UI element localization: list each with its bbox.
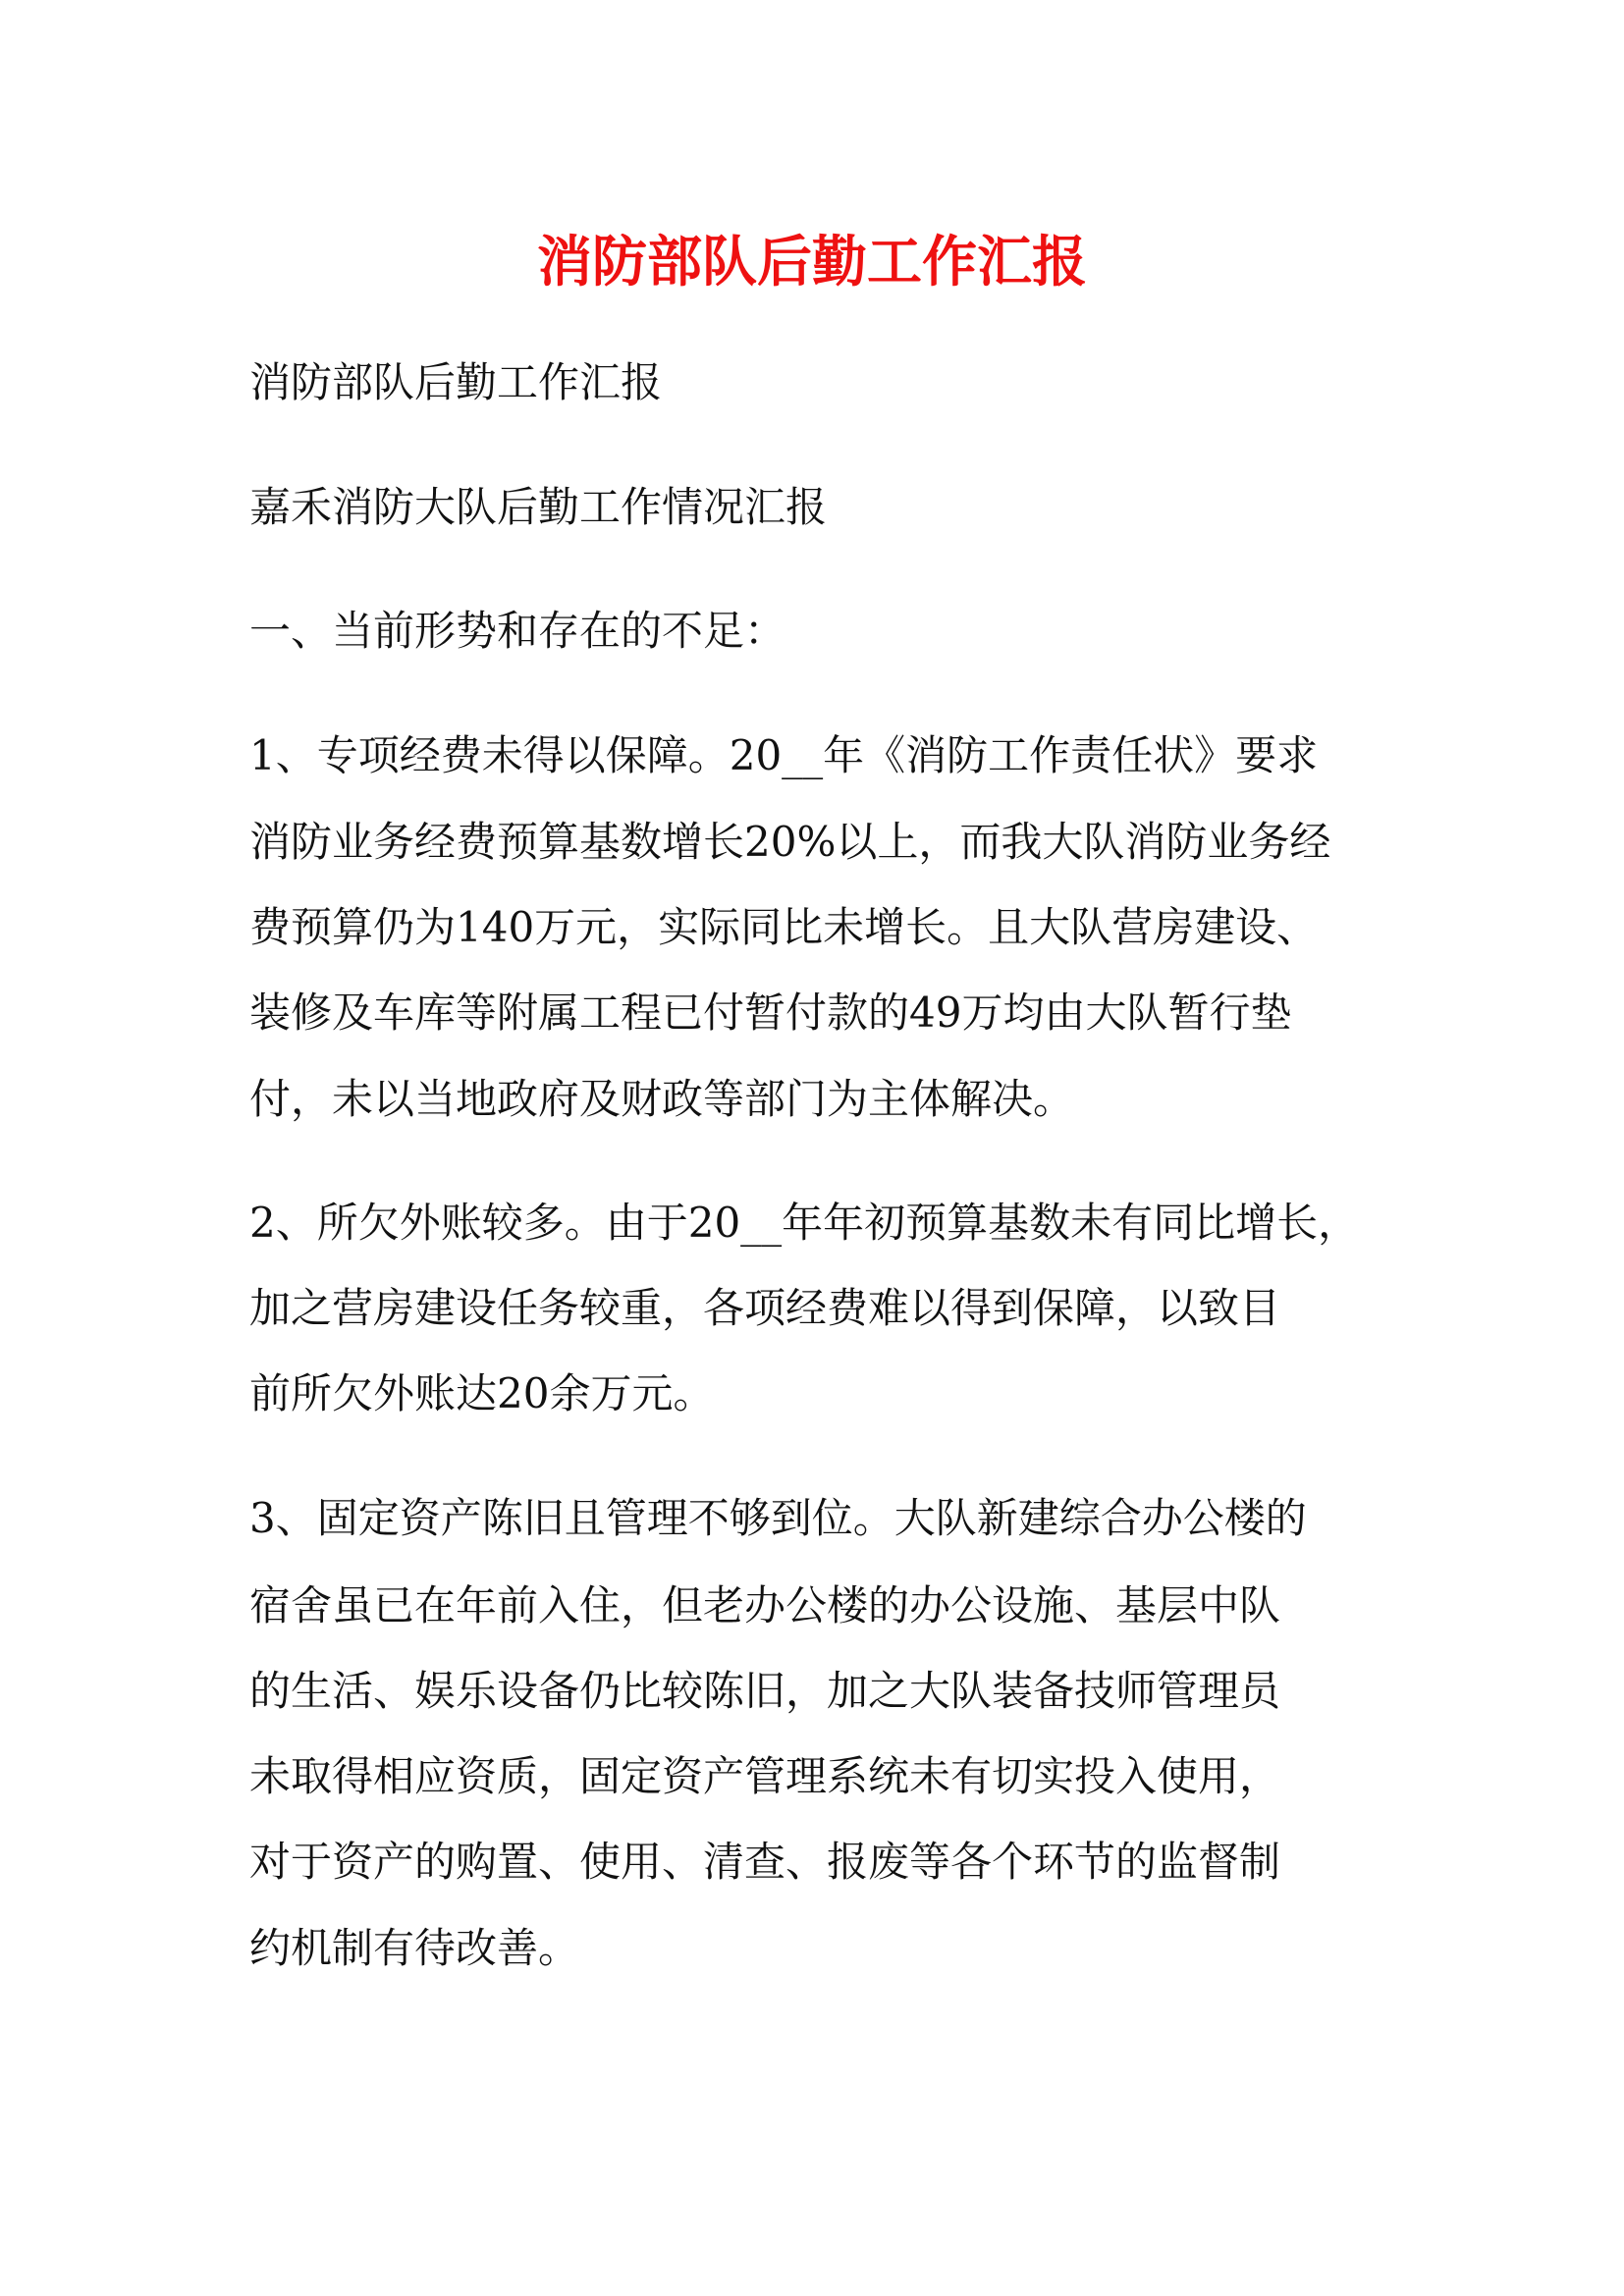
unit-heading: 嘉禾消防大队后勤工作情况汇报 — [249, 483, 828, 531]
document-title: 消防部队后勤工作汇报 — [537, 230, 1087, 294]
paragraph-line: 的生活、娱乐设备仍比较陈旧，加之大队装备技师管理员 — [249, 1667, 1281, 1715]
section-heading: 一、当前形势和存在的不足： — [249, 607, 786, 655]
paragraph-line: 消防业务经费预算基数增长20%以上，而我大队消防业务经 — [249, 818, 1331, 866]
paragraph-line: 加之营房建设任务较重，各项经费难以得到保障，以致目 — [249, 1284, 1281, 1332]
paragraph-line: 约机制有待改善。 — [249, 1924, 580, 1972]
paragraph-line: 3、固定资产陈旧且管理不够到位。大队新建综合办公楼的 — [249, 1494, 1307, 1542]
paragraph-line: 1、专项经费未得以保障。20__年《消防工作责任状》要求 — [249, 731, 1319, 779]
paragraph-line: 前所欠外账达20余万元。 — [249, 1369, 715, 1417]
paragraph-line: 2、所欠外账较多。由于20__年年初预算基数未有同比增长， — [249, 1199, 1360, 1247]
document-subtitle: 消防部队后勤工作汇报 — [249, 358, 663, 406]
paragraph-line: 宿舍虽已在年前入住，但老办公楼的办公设施、基层中队 — [249, 1581, 1281, 1629]
paragraph-line: 费预算仍为140万元，实际同比未增长。且大队营房建设、 — [249, 903, 1319, 951]
paragraph-line: 对于资产的购置、使用、清查、报废等各个环节的监督制 — [249, 1838, 1281, 1886]
paragraph-line: 付，未以当地政府及财政等部门为主体解决。 — [249, 1075, 1075, 1123]
paragraph-line: 装修及车库等附属工程已付暂付款的49万均由大队暂行垫 — [249, 988, 1292, 1037]
paragraph-line: 未取得相应资质，固定资产管理系统未有切实投入使用， — [249, 1752, 1281, 1800]
